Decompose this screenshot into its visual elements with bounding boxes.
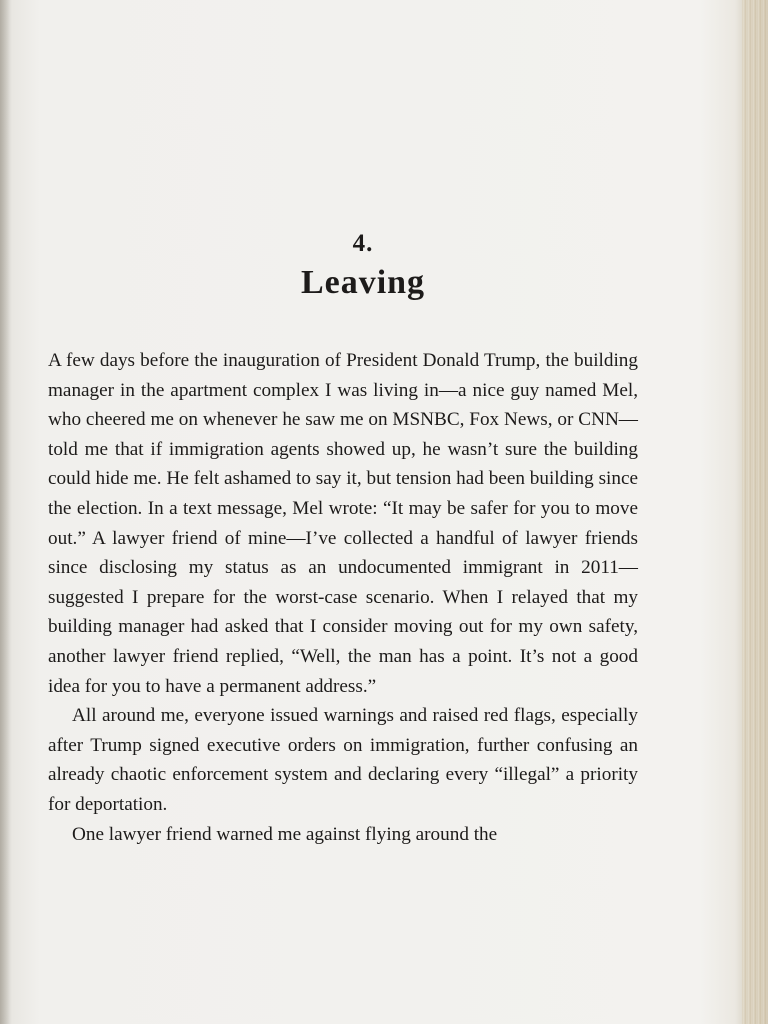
chapter-number: 4.	[352, 230, 374, 257]
paragraph: A few days before the inauguration of President Donald Trump, the building manager in the apartment complex I was living in—a nice guy named Mel, who cheered me on whenever he saw me on MSNBC, Fox News, or CNN—told me that if immigration agents showed up, he wasn’t sure the building could hide me. He felt ashamed to say it, but tension had been building since the election. In a text message, Mel wrote: “It may be safer for you to move out.” A lawyer friend of mine—I’ve collected a handful of lawyer friends since disclosing my status as an undocumented immigrant in 2011—suggested I prepare for the worst-case scenario. When I relayed that my building manager had asked that I consider moving out for my own safety, another lawyer friend replied, “Well, the man has a point. It’s not a good idea for you to have a permanent address.”	[48, 350, 638, 697]
chapter-body	[44, 346, 644, 849]
page-gutter-shadow	[0, 0, 12, 1024]
book-page-edges	[742, 0, 768, 1024]
paragraph: One lawyer friend warned me against flying around the	[72, 823, 498, 845]
paragraph: All around me, everyone issued warnings and raised red flags, especially after Trump signed executive orders on immigration, further confusing an already chaotic enforcement system and declaring every “illegal” a priority for deportation.	[48, 705, 638, 815]
book-page	[44, 230, 644, 849]
chapter-title: Leaving	[300, 264, 426, 301]
